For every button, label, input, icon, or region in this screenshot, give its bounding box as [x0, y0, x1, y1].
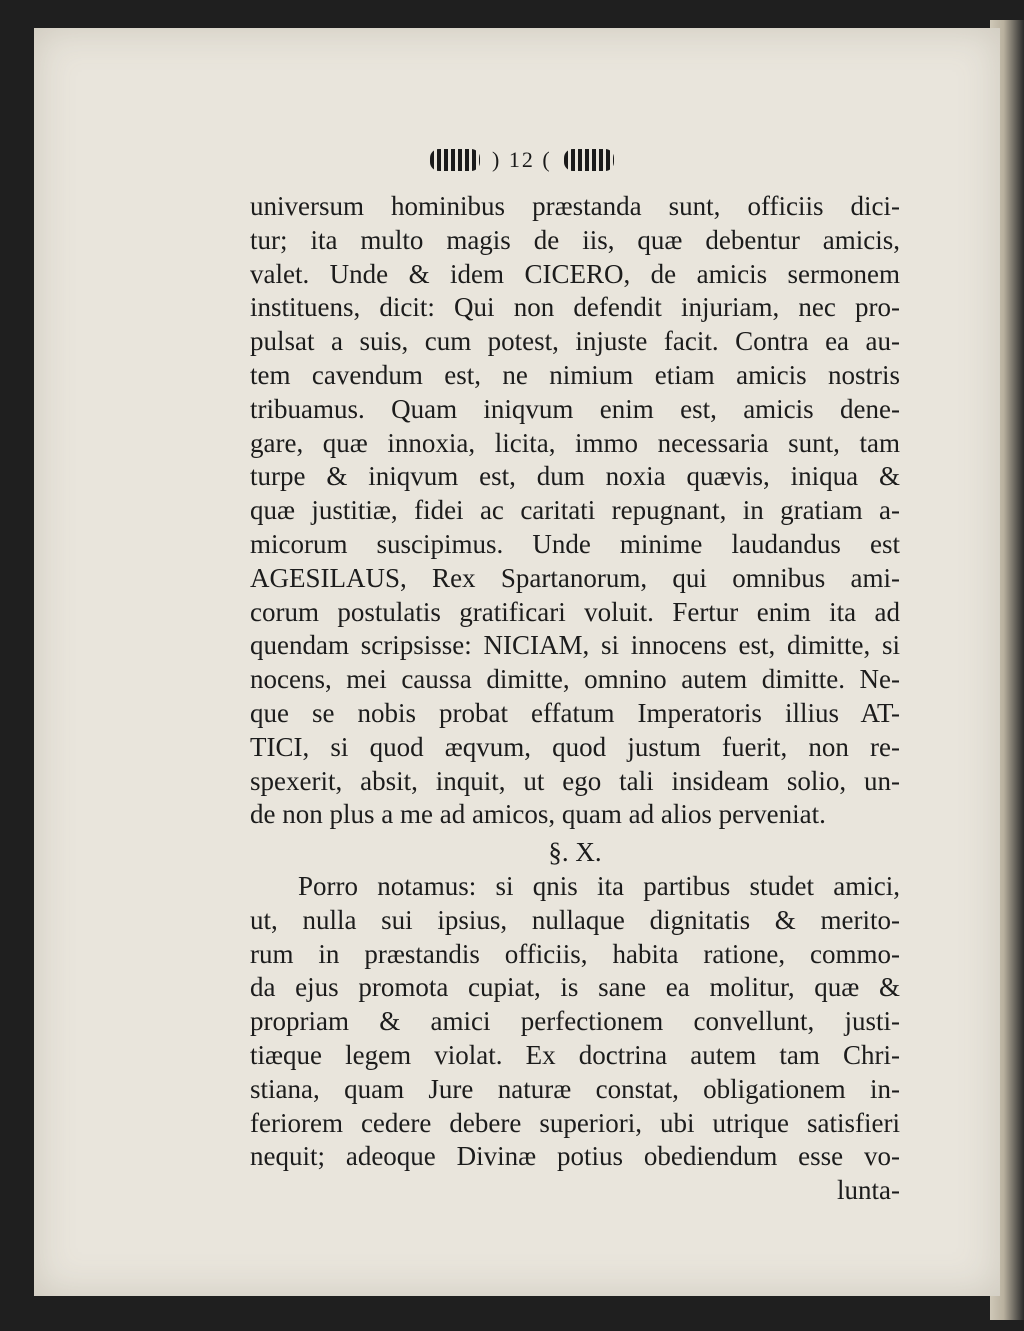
text-line: quæ justitiæ, fidei ac caritati repugnant, in gratiam a-: [250, 495, 900, 526]
text-line: TICI, si quod æqvum, quod justum fuerit, non re-: [250, 731, 900, 762]
section-heading: §. X.: [548, 837, 602, 868]
page-number: ) 12 (: [492, 147, 552, 172]
text-line: tiæque legem violat. Ex doctrina autem tam Chri-: [250, 1039, 900, 1070]
text-line: nequit; adeoque Divinæ potius obediendum esse vo-: [250, 1141, 900, 1172]
text-line: propriam & amici perfectionem convellunt, justi-: [250, 1006, 900, 1037]
text-line: stiana, quam Jure naturæ constat, obligationem in-: [250, 1073, 900, 1104]
text-line: micorum suscipimus. Unde minime laudandus est: [250, 528, 900, 559]
text-line: de non plus a me ad amicos, quam ad alios perveniat.: [250, 799, 826, 830]
page-header: [430, 142, 710, 178]
right-ornament-icon: [564, 149, 614, 171]
text-line: ut, nulla sui ipsius, nullaque dignitatis & merito-: [250, 904, 900, 935]
text-line: que se nobis probat effatum Imperatoris illius AT-: [250, 697, 900, 728]
text-line: gare, quæ innoxia, licita, immo necessaria sunt, tam: [250, 427, 900, 458]
text-line: quendam scripsisse: NICIAM, si innocens est, dimitte, si: [250, 630, 900, 661]
text-line: turpe & iniqvum est, dum noxia quævis, iniqua &: [250, 461, 900, 492]
text-line: tur; ita multo magis de iis, quæ debentur amicis,: [250, 224, 900, 255]
text-line: tribuamus. Quam iniqvum enim est, amicis dene-: [250, 393, 900, 424]
text-line: pulsat a suis, cum potest, injuste facit. Contra ea au-: [250, 326, 900, 357]
left-ornament-icon: [430, 149, 480, 171]
catchword: lunta-: [837, 1175, 900, 1206]
text-line: corum postulatis gratificari voluit. Fertur enim ita ad: [250, 596, 900, 627]
text-line: instituens, dicit: Qui non defendit injuriam, nec pro-: [250, 292, 900, 323]
paragraph-1: [250, 190, 900, 832]
text-line: rum in præstandis officiis, habita ratione, commo-: [250, 938, 900, 969]
text-line: tem cavendum est, ne nimium etiam amicis nostris: [250, 359, 900, 390]
text-line: universum hominibus præstanda sunt, officiis dici-: [250, 191, 900, 221]
paragraph-2: [250, 870, 900, 1174]
text-line: valet. Unde & idem CICERO, de amicis sermonem: [250, 258, 900, 289]
text-line: Porro notamus: si qnis ita partibus studet amici,: [298, 870, 900, 901]
text-line: da ejus promota cupiat, is sane ea molitur, quæ &: [250, 972, 900, 1003]
text-line: feriorem cedere debere superiori, ubi utrique satisfieri: [250, 1107, 900, 1138]
text-line: nocens, mei caussa dimitte, omnino autem dimitte. Ne-: [250, 664, 900, 695]
body-text: [250, 190, 900, 1208]
text-line: AGESILAUS, Rex Spartanorum, qui omnibus ami-: [250, 562, 900, 593]
text-line: spexerit, absit, inquit, ut ego tali insideam solio, un-: [250, 765, 900, 796]
